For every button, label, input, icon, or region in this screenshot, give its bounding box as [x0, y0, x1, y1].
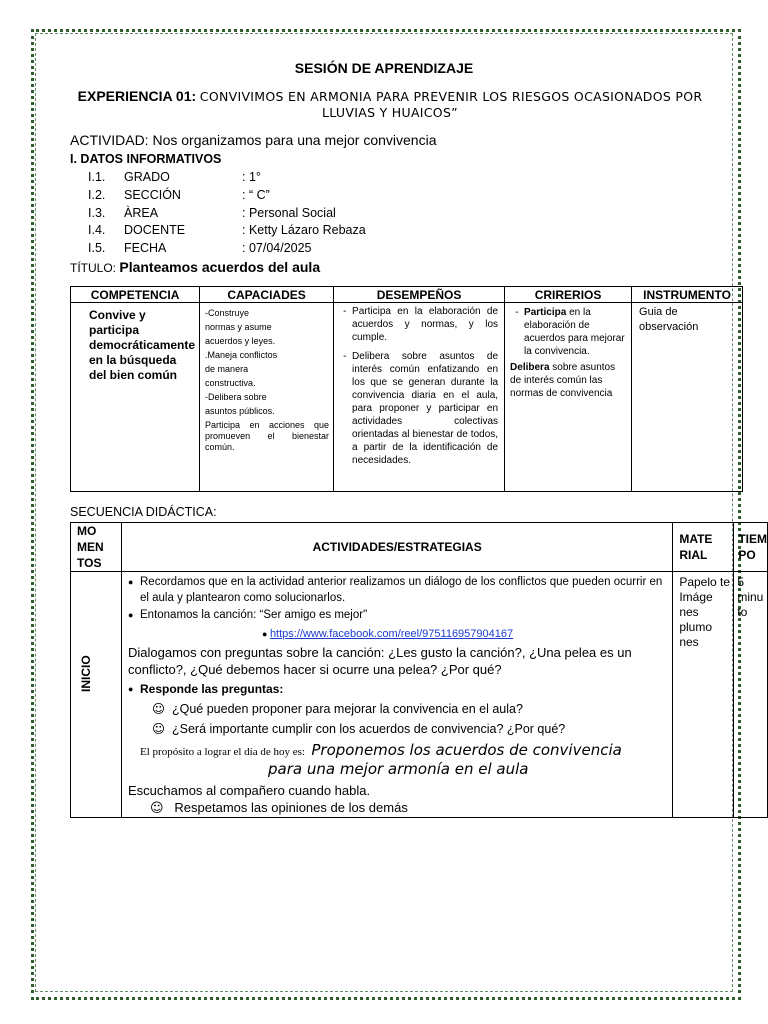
th-capacidades: CAPACIADES: [200, 287, 334, 303]
dato-num: I.2.: [88, 188, 106, 202]
capacidad-line: -Construye: [205, 308, 250, 318]
th-desempenos: DESEMPEÑOS: [334, 287, 505, 303]
criterio-bold: Delibera: [510, 362, 550, 373]
dialogo-text: Dialogamos con preguntas sobre la canción: ¿Les gusto la canción?, ¿Una pelea es un conflicto?, ¿Qué debemos hacer si ocurre una pelea? ¿Por qué?: [128, 645, 632, 677]
table-row: [71, 572, 768, 818]
norma-text: Respetamos las opiniones de los demás: [174, 800, 408, 815]
actividad-text: Recordamos que en la actividad anterior realizamos un diálogo de los conflictos que pueden ocurrir en el aula y plantearon como solucionarlos.: [140, 576, 663, 604]
dato-label: SECCIÓN: [124, 188, 181, 202]
th-instrumento: INSTRUMENTO: [632, 287, 743, 303]
table-row: [71, 303, 743, 492]
dato-value: : 07/04/2025: [242, 241, 312, 255]
desempeno-item: - Participa en la elaboración de acuerdos y normas, y los cumple.: [352, 305, 498, 344]
list-item: [128, 607, 668, 623]
dato-num: I.5.: [88, 241, 106, 255]
dato-value: : Personal Social: [242, 206, 336, 220]
dato-value: : 1°: [242, 170, 261, 184]
dato-num: I.4.: [88, 223, 106, 237]
criterio-text: sobre asuntos de interés común las normas de convivencia: [510, 362, 616, 399]
dato-row: [88, 170, 261, 184]
table-header-row: [71, 287, 743, 303]
document-title: SESIÓN DE APRENDIZAJE: [294, 60, 474, 76]
experiencia-label: EXPERIENCIA 01:: [77, 88, 197, 104]
th-momentos: MO MEN TOS: [71, 523, 122, 572]
criterio-bold: Participa: [524, 307, 567, 318]
actividad: ACTIVIDAD: Nos organizamos para una mejor convivencia: [70, 132, 437, 148]
proposito-label: El propósito a lograr el día de hoy es:: [140, 746, 305, 758]
criterio-text: en la elaboración de acuerdos para mejorar la convivencia.: [524, 307, 625, 357]
bullet-icon: ●: [128, 577, 134, 587]
capacidad-line: .Maneja conflictos: [205, 350, 278, 360]
actividad-text: Entonamos la canción: “Ser amigo es mejor": [140, 609, 368, 621]
dato-label: DOCENTE: [124, 223, 186, 237]
capacidad-line: acuerdos y leyes.: [205, 336, 276, 346]
secuencia-table: [70, 522, 768, 818]
th-tiempo: TIEM PO: [734, 523, 768, 572]
capacidad-line: asuntos públicos.: [205, 406, 275, 416]
dato-row: [88, 223, 366, 237]
smiley-icon: ☺: [152, 721, 166, 736]
capacidad-line: Participa en acciones que promueven el bienestar común.: [205, 420, 330, 452]
desempenos-cell: [334, 303, 505, 492]
proposito-line-2: [128, 761, 668, 780]
capacidad-line: constructiva.: [205, 378, 256, 388]
proposito-line: [128, 742, 668, 761]
bullet-icon: ●: [128, 610, 134, 620]
question-text: ¿Será importante cumplir con los acuerdos de convivencia? ¿Por qué?: [171, 722, 566, 736]
question-text: ¿Qué pueden proponer para mejorar la convivencia en el aula?: [171, 702, 523, 716]
dato-row: [88, 241, 312, 255]
dato-label: ÀREA: [124, 206, 159, 220]
th-actividades: ACTIVIDADES/ESTRATEGIAS: [122, 523, 673, 572]
question-item: [128, 721, 668, 737]
criterios-cell: [505, 303, 632, 492]
titulo: [70, 259, 320, 275]
dato-label: GRADO: [124, 170, 170, 184]
dato-row: [88, 206, 336, 220]
proposito-text: para una mejor armonía en el aula: [268, 760, 529, 778]
momento-cell: [71, 572, 122, 818]
competencia-cell: Convive y participa democráticamente en la búsqueda del bien común: [71, 303, 200, 492]
smiley-icon: ☺: [152, 701, 166, 716]
tiempo-cell: 5 minu to: [734, 572, 768, 818]
momento-inicio: INICIO: [79, 655, 93, 692]
dato-value: : “ C”: [242, 188, 270, 202]
secuencia-label: SECUENCIA DIDÁCTICA:: [70, 505, 217, 519]
capacidad-line: -Delibera sobre: [205, 392, 267, 402]
th-criterios: CRIRERIOS: [505, 287, 632, 303]
escuchamos-text: Escuchamos al compañero cuando habla.: [128, 783, 371, 798]
proposito-text: Proponemos los acuerdos de convivencia: [311, 741, 622, 759]
dato-num: I.1.: [88, 170, 106, 184]
th-material: MATE RIAL: [673, 523, 734, 572]
dato-value: : Ketty Lázaro Rebaza: [242, 223, 366, 237]
titulo-label: TÍTULO:: [70, 261, 117, 275]
experiencia-text: CONVIVIMOS EN ARMONIA PARA PREVENIR LOS RIESGOS OCASIONADOS POR LLUVIAS Y HUAICOS”: [199, 89, 703, 120]
material-cell: Papelo te Imáge nes plumo nes: [673, 572, 734, 818]
song-link[interactable]: https://www.facebook.com/reel/975116957904167: [269, 628, 514, 640]
dato-row: [88, 188, 270, 202]
dato-label: FECHA: [124, 241, 167, 255]
bullet-icon: ●: [262, 629, 270, 639]
desempeno-item: - Delibera sobre asuntos de interés común enfatizando en los que se generan durante la convivencia diaria en el aula, para proponer y participar en actividades colectivas orientadas al bienestar de todos, a partir de la identificación de necesidades.: [352, 350, 498, 467]
capacidad-line: de manera: [205, 364, 249, 374]
experiencia-heading: [70, 88, 710, 121]
norma-item: [128, 800, 668, 817]
titulo-text: Planteamos acuerdos del aula: [119, 259, 321, 275]
actividades-cell: [122, 572, 673, 818]
link-line: [128, 626, 668, 642]
list-item: [128, 574, 668, 606]
datos-heading: I. DATOS INFORMATIVOS: [70, 152, 222, 166]
responde-label: Responde las preguntas:: [140, 682, 284, 696]
dato-num: I.3.: [88, 206, 106, 220]
competencias-table: [70, 286, 743, 492]
capacidades-cell: [200, 303, 334, 492]
question-item: [128, 701, 668, 717]
bullet-icon: ●: [128, 684, 134, 694]
table-header-row: [71, 523, 768, 572]
capacidad-line: normas y asume: [205, 322, 272, 332]
criterio-item: [510, 361, 625, 400]
instrumento-cell: Guia de observación: [632, 303, 743, 492]
criterio-item: [524, 306, 625, 358]
list-item: [128, 681, 668, 697]
smiley-icon: ☺: [150, 801, 164, 816]
th-competencia: COMPETENCIA: [71, 287, 200, 303]
